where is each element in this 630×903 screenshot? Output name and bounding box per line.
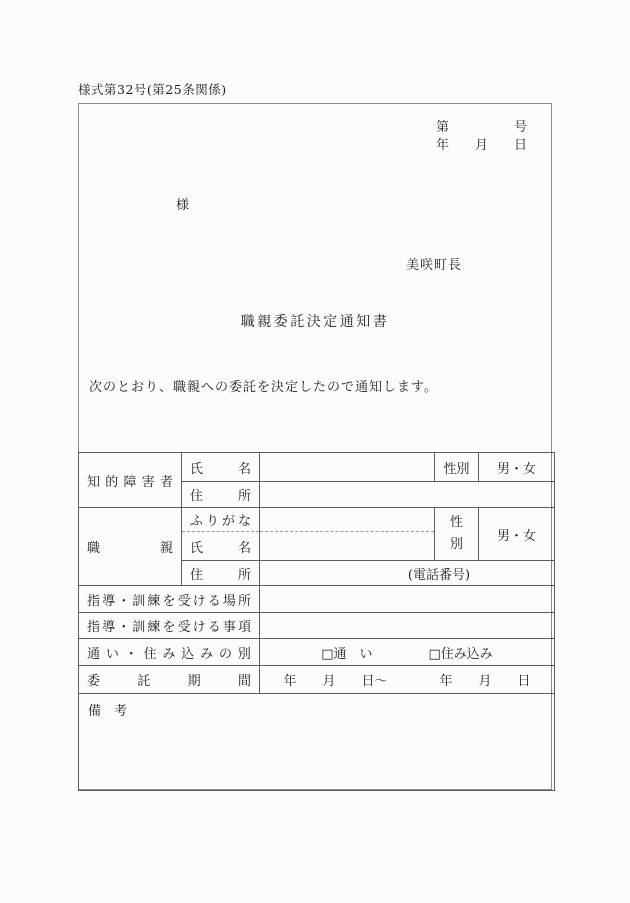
disabled-person-group-label: 知 的 障 害 者 xyxy=(79,453,182,508)
letterhead xyxy=(436,119,527,155)
document-title: 職親委託決定通知書 xyxy=(240,314,390,330)
form-number-label: 様式第32号(第25条関係) xyxy=(78,82,227,97)
training-items-label: 指 導 ・ 訓 練 を 受 け る 事 項 xyxy=(79,613,260,639)
body-text: 次のとおり、職親への委託を決定したので通知します。 xyxy=(89,380,438,395)
addressee-honorific: 様 xyxy=(176,198,190,213)
disabled-sex-value: 男・女 xyxy=(479,453,555,482)
period-label: 委 託 期 間 xyxy=(79,666,260,694)
training-place-field xyxy=(260,586,555,613)
table-row xyxy=(79,666,555,694)
disabled-sex-label: 性別 xyxy=(435,453,479,482)
table-row xyxy=(79,694,555,791)
disabled-address-label: 住 所 xyxy=(182,482,260,508)
employer-group-label: 職 親 xyxy=(79,508,182,586)
form-table xyxy=(78,452,555,791)
commute-options-cell xyxy=(260,639,555,666)
disabled-name-label: 氏 名 xyxy=(182,453,260,482)
employer-sex-value: 男・女 xyxy=(479,508,555,561)
training-place-label: 指 導 ・ 訓 練 を 受 け る 場 所 xyxy=(79,586,260,613)
doc-date: 年 月 日 xyxy=(435,138,527,153)
employer-address-label: 住 所 xyxy=(182,561,260,586)
period-value: 年 月 日〜 年 月 日 xyxy=(260,666,555,694)
table-row xyxy=(79,639,555,666)
employer-furigana-label: ふ り が な xyxy=(182,508,260,532)
form-border-box xyxy=(78,103,552,790)
table-row xyxy=(79,508,555,532)
table-row xyxy=(79,613,555,639)
employer-phone-label: (電話番号) xyxy=(260,561,555,586)
disabled-address-field xyxy=(260,482,555,508)
doc-number: 第 号 xyxy=(435,120,527,135)
sender-name: 美咲町長 xyxy=(406,258,463,273)
employer-name-label: 氏 名 xyxy=(182,532,260,561)
remarks-cell xyxy=(79,694,555,791)
commute-option-sumikomi-checkbox: □住み込み xyxy=(428,646,493,662)
employer-furigana-field xyxy=(260,508,435,532)
table-row xyxy=(79,453,555,482)
commute-option-kayoi-checkbox: □通 い xyxy=(321,646,373,662)
disabled-name-field xyxy=(260,453,435,482)
training-items-field xyxy=(260,613,555,639)
employer-name-field xyxy=(260,532,435,561)
remarks-label: 備 考 xyxy=(88,704,128,719)
commute-type-label: 通 い ・ 住 み 込 み の 別 xyxy=(79,639,260,666)
table-row xyxy=(79,586,555,613)
employer-sex-label: 性 別 xyxy=(435,508,479,561)
